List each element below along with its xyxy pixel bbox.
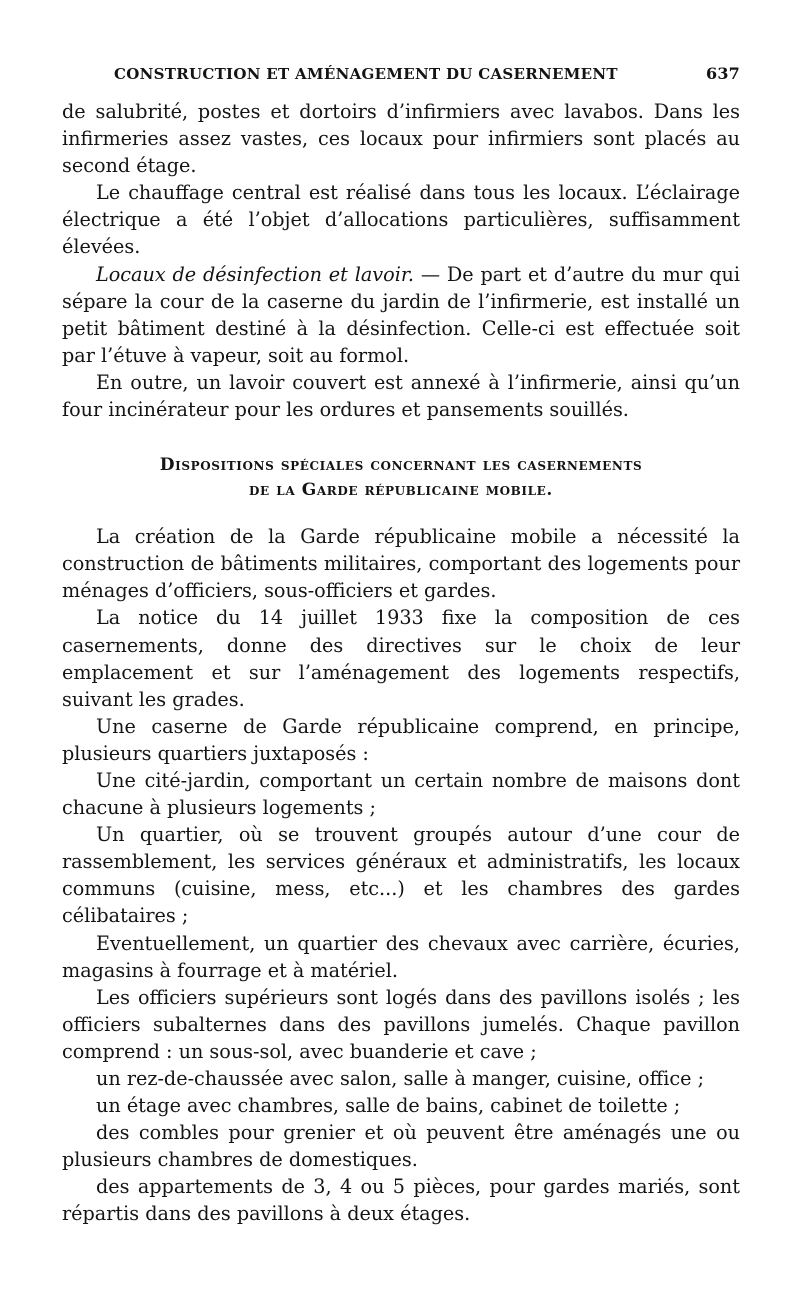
paragraph-laundry: En outre, un lavoir couvert est annexé à l’infirmerie, ainsi qu’un four incinérateur pour les ordures et pansements souillés. [62, 370, 740, 422]
running-header [62, 64, 740, 98]
paragraph-creation: La création de la Garde républicaine mobile a nécessité la construction de bâtiments militaires, comportant des logements pour ménages d’officiers, sous-officiers et gardes. [62, 525, 740, 603]
paragraph-caserne: Une caserne de Garde républicaine comprend, en principe, plusieurs quartiers juxtaposés : [62, 714, 740, 765]
paragraph-officiers: Les officiers supérieurs sont logés dans des pavillons isolés ; les officiers subalternes dans des pavillons jumelés. Chaque pavillon comprend : un sous-sol, avec buanderie et cave ; [62, 985, 740, 1063]
paragraph-appartements: des appartements de 3, 4 ou 5 pièces, pour gardes mariés, sont répartis dans des pavillons à deux étages. [62, 1175, 740, 1226]
running-title: CONSTRUCTION ET AMÉNAGEMENT DU CASERNEMENT [114, 65, 618, 83]
paragraph-lead-title: Locaux de désinfection et lavoir. [96, 262, 414, 286]
paragraph-quartier: Un quartier, où se trouvent groupés autour d’une cour de rassemblement, les services généraux et administratifs, les locaux communs (cuisine, mess, etc...) et les chambres des gardes célibataires ; [62, 823, 740, 928]
paragraph-rez-de-chaussee: un rez-de-chaussée avec salon, salle à manger, cuisine, office ; [96, 1067, 705, 1090]
section-heading [62, 453, 740, 503]
paragraph-disinfection-text: — De part et d’autre du mur qui sépare la cour de la caserne du jardin de l’infirmerie, est installé un petit bâtiment destiné à la désinfection. Celle-ci est effectuée soit par l’étuve à vapeur, soit au formol. [62, 262, 740, 367]
paragraph-etage: un étage avec chambres, salle de bains, cabinet de toilette ; [96, 1094, 681, 1118]
paragraph-cite-jardin: Une cité-jardin, comportant un certain nombre de maisons dont chacune à plusieurs logements ; [62, 768, 740, 820]
section-heading-line-1: Dispositions spéciales concernant les casernements [159, 455, 643, 476]
paragraph-chevaux: Eventuellement, un quartier des chevaux avec carrière, écuries, magasins à fourrage et à matériel. [62, 931, 740, 982]
page-number: 637 [706, 64, 740, 83]
book-page [62, 64, 740, 1228]
paragraph-heating: Le chauffage central est réalisé dans tous les locaux. L’éclairage électrique a été l’objet d’allocations particulières, suffisamment élevées. [62, 181, 740, 259]
paragraph-disinfection [62, 261, 740, 369]
paragraph-combles: des combles pour grenier et où peuvent être aménagés une ou plusieurs chambres de domestiques. [62, 1121, 740, 1172]
paragraph-continuation: de salubrité, postes et dortoirs d’infirmiers avec lavabos. Dans les infirmeries assez vastes, ces locaux pour infirmiers sont placés au second étage. [62, 100, 740, 178]
paragraph-notice: La notice du 14 juillet 1933 fixe la composition de ces casernements, donne des directives sur le choix de leur emplacement et sur l’aménagement des logements respectifs, suivant les grades. [62, 606, 740, 711]
section-heading-line-2: de la Garde républicaine mobile. [249, 480, 553, 501]
